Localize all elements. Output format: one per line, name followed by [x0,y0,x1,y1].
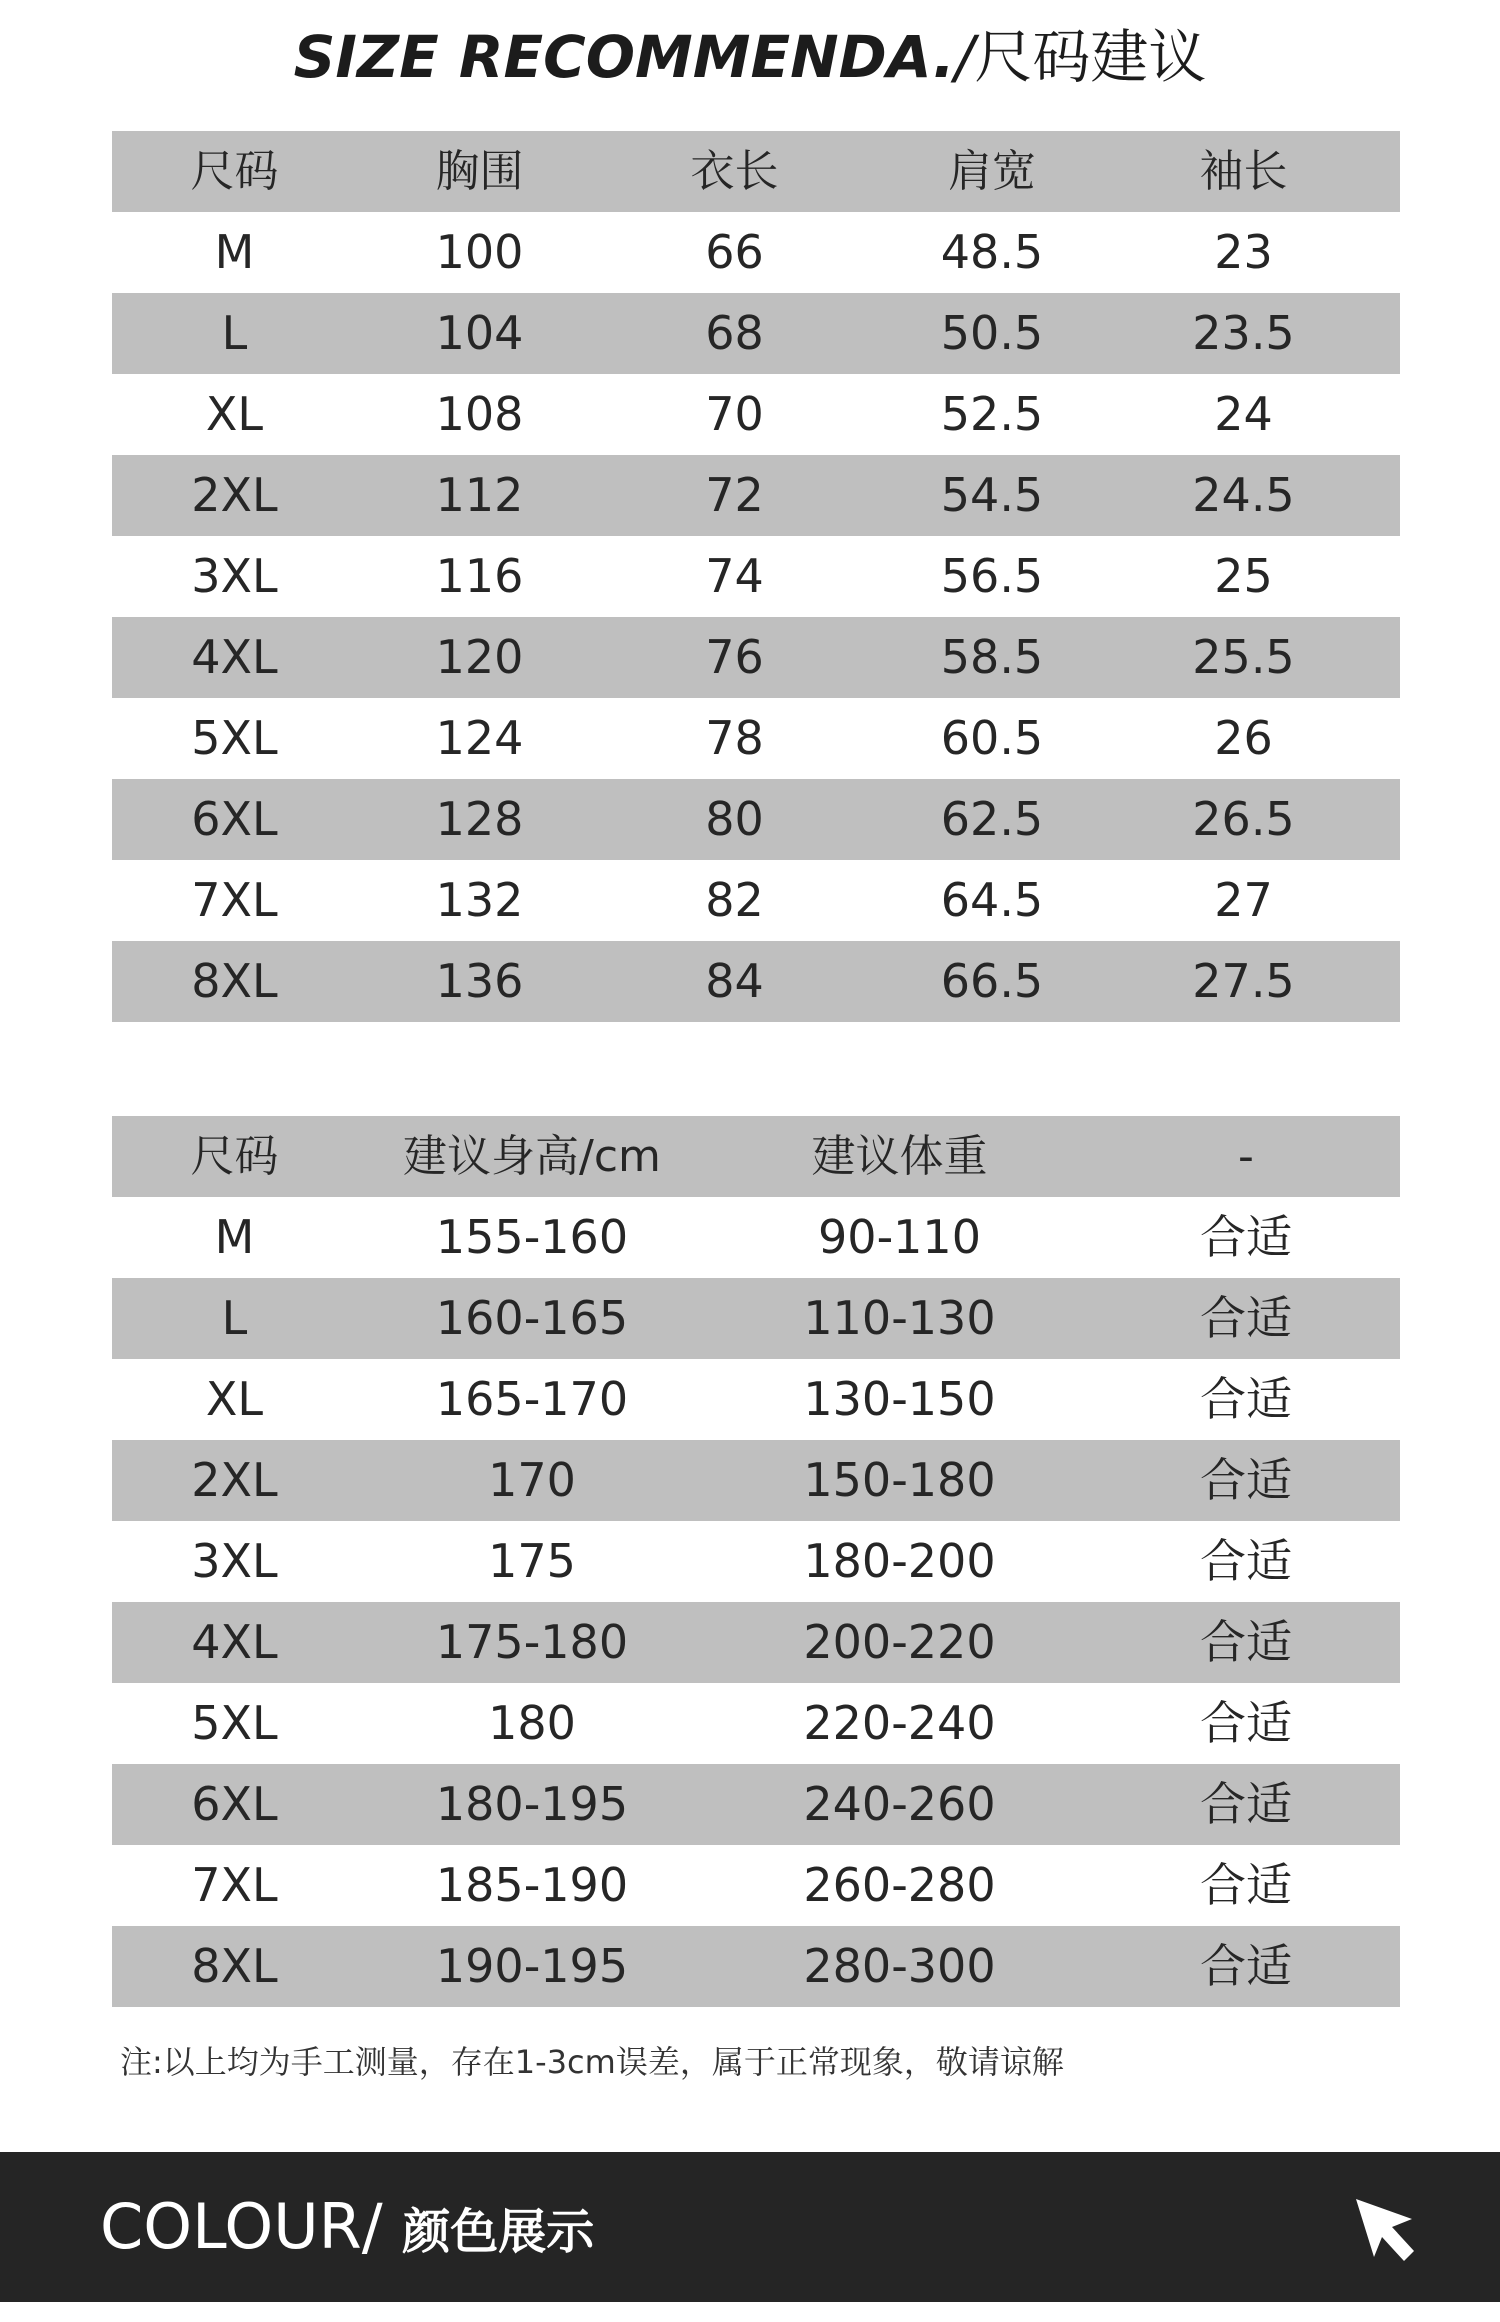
banner-title-separator: / [361,2190,403,2263]
banner-title-en: COLOUR [100,2190,362,2263]
page-title-zh: 尺码建议 [974,23,1207,91]
cell-weight: 180-200 [803,1534,996,1588]
cell-size: 3XL [191,1534,278,1588]
cell-shoulder: 56.5 [940,549,1044,603]
cell-weight: 240-260 [803,1777,996,1831]
cell-size: M [214,225,255,279]
cell-chest: 104 [435,306,524,360]
cell-fit: 合适 [1200,1615,1292,1669]
cell-size: M [214,1210,255,1264]
cell-chest: 116 [435,549,524,603]
cell-fit: 合适 [1200,1777,1292,1831]
cell-sleeve: 24.5 [1192,468,1295,522]
cell-sleeve: 24 [1214,387,1273,441]
cell-sleeve: 26 [1214,711,1273,765]
table-row [112,455,1400,536]
cell-fit: 合适 [1200,1858,1292,1912]
cell-weight: 260-280 [803,1858,996,1912]
cell-fit: 合适 [1200,1696,1292,1750]
banner-title-zh: 颜色展示 [402,2204,595,2260]
cell-weight: 280-300 [803,1939,996,1993]
cell-sleeve: 27 [1214,873,1273,927]
cell-length: 68 [705,306,764,360]
colour-banner [0,2152,1500,2302]
cell-weight: 220-240 [803,1696,996,1750]
cell-length: 72 [705,468,764,522]
cell-fit: 合适 [1200,1210,1292,1264]
cell-chest: 132 [435,873,524,927]
header-shoulder: 肩宽 [948,146,1036,197]
measurement-table [112,131,1400,1022]
table-row [112,1764,1400,1845]
cell-height: 160-165 [435,1291,629,1345]
cell-shoulder: 54.5 [940,468,1044,522]
table-row [112,1683,1400,1764]
table-row [112,1602,1400,1683]
cell-height: 175 [488,1534,576,1588]
cell-size: XL [205,387,264,441]
cell-sleeve: 27.5 [1192,954,1295,1008]
cell-size: 2XL [191,1453,278,1507]
cell-length: 74 [705,549,764,603]
cell-size: 6XL [191,792,278,846]
cell-fit: 合适 [1200,1534,1292,1588]
table-row [112,1926,1400,2007]
cell-size: 4XL [191,630,278,684]
cell-size: 7XL [191,1858,278,1912]
cell-height: 180 [488,1696,576,1750]
cell-size: 8XL [191,954,278,1008]
table-row [112,536,1400,617]
table-row [112,617,1400,698]
cell-weight: 130-150 [803,1372,996,1426]
cell-weight: 90-110 [818,1210,981,1264]
cell-size: L [221,306,248,360]
cell-shoulder: 50.5 [940,306,1044,360]
cell-weight: 150-180 [803,1453,996,1507]
header-height: 建议身高/cm [403,1131,661,1182]
cell-length: 82 [705,873,764,927]
table-row [112,1359,1400,1440]
cell-length: 80 [705,792,764,846]
header-size: 尺码 [190,146,279,197]
cell-size: L [221,1291,248,1345]
cell-shoulder: 52.5 [940,387,1044,441]
cell-length: 84 [705,954,764,1008]
table-row [112,1197,1400,1278]
cell-size: 4XL [191,1615,278,1669]
header-fit: - [1238,1131,1254,1182]
table-row [112,941,1400,1022]
cell-sleeve: 25 [1214,549,1273,603]
cell-height: 165-170 [435,1372,629,1426]
cell-size: 5XL [191,711,278,765]
cell-size: 6XL [191,1777,278,1831]
table-row [112,779,1400,860]
cell-size: 5XL [191,1696,278,1750]
cell-height: 185-190 [435,1858,629,1912]
cell-length: 78 [705,711,764,765]
table-header-row [112,131,1400,212]
cell-length: 70 [705,387,764,441]
cursor-arrow-icon [1352,2195,1422,2267]
cell-height: 155-160 [435,1210,629,1264]
cell-shoulder: 60.5 [940,711,1044,765]
cell-shoulder: 62.5 [940,792,1044,846]
header-chest: 胸围 [435,146,524,197]
cell-height: 175-180 [435,1615,629,1669]
cell-length: 66 [705,225,764,279]
header-length: 衣长 [690,146,779,197]
page-title-separator: / [954,23,975,91]
cell-size: 7XL [191,873,278,927]
table-row [112,212,1400,293]
cell-chest: 128 [435,792,524,846]
table-row [112,1845,1400,1926]
cell-chest: 136 [435,954,524,1008]
table-row [112,698,1400,779]
cell-chest: 100 [435,225,524,279]
table-row [112,374,1400,455]
cell-sleeve: 26.5 [1192,792,1295,846]
cell-size: 2XL [191,468,278,522]
cell-shoulder: 64.5 [940,873,1044,927]
table-row [112,293,1400,374]
cell-size: XL [205,1372,264,1426]
cell-sleeve: 23.5 [1192,306,1295,360]
cell-fit: 合适 [1200,1453,1292,1507]
header-sleeve: 袖长 [1199,146,1288,197]
cell-shoulder: 48.5 [940,225,1044,279]
cell-height: 190-195 [435,1939,629,1993]
measurement-note: 注:以上均为手工测量，存在1-3cm误差，属于正常现象，敬请谅解 [120,2043,1064,2081]
cell-size: 8XL [191,1939,278,1993]
cell-weight: 110-130 [803,1291,996,1345]
cell-size: 3XL [191,549,278,603]
cell-length: 76 [705,630,764,684]
cell-fit: 合适 [1200,1372,1292,1426]
cell-fit: 合适 [1200,1939,1292,1993]
cell-chest: 112 [435,468,524,522]
cell-height: 180-195 [435,1777,629,1831]
table-row [112,860,1400,941]
page-title-en: SIZE RECOMMENDA. [293,23,955,91]
banner-title [100,2152,594,2302]
cell-weight: 200-220 [803,1615,996,1669]
table-row [112,1278,1400,1359]
cell-chest: 108 [435,387,524,441]
table-header-row [112,1116,1400,1197]
cell-chest: 120 [435,630,524,684]
header-weight: 建议体重 [811,1131,988,1182]
cell-sleeve: 23 [1214,225,1273,279]
cell-sleeve: 25.5 [1192,630,1295,684]
cell-shoulder: 58.5 [940,630,1044,684]
table-row [112,1521,1400,1602]
page-title [0,10,1500,105]
table-row [112,1440,1400,1521]
header-size: 尺码 [190,1131,279,1182]
cell-fit: 合适 [1200,1291,1292,1345]
cell-height: 170 [488,1453,576,1507]
cell-shoulder: 66.5 [940,954,1044,1008]
cell-chest: 124 [435,711,524,765]
fit-table [112,1116,1400,2007]
